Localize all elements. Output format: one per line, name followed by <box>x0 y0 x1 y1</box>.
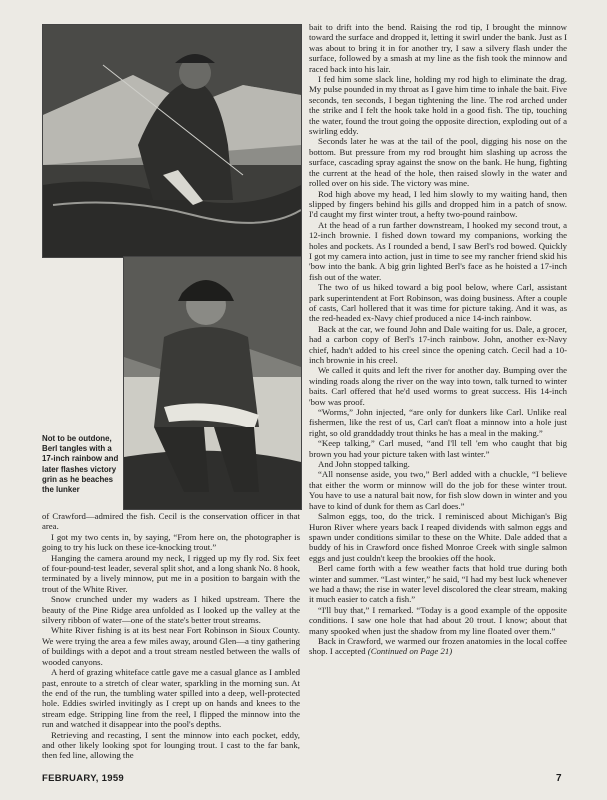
article-paragraph: Seconds later he was at the tail of the pool, digging his nose on the bottom. But pressure from my rod brought him slashing up across the surface, cascading spray against the snow on the bank. He hung, fighting the current at the head of the hole, then raised slowly in the water and rolled over on his side. The victory was mine. <box>309 136 567 189</box>
continued-on-link[interactable]: (Continued on Page 21) <box>367 646 453 657</box>
article-paragraph: bait to drift into the bend. Raising the rod tip, I brought the minnow toward the surface and dropped it, letting it swirl under the bank. Just as I was about to bring it in for another try, I saw a silvery flash under the surface, followed by a smash at my line as the fish took the minnow and raced back into his lair. <box>309 22 567 74</box>
article-paragraph: “All nonsense aside, you two,” Berl added with a chuckle, “I believe that either the worm or minnow will do the job for these winter trout. You have to use a natural bait now, for fish slow down in winter and you have to kind of dunk for them as Carl does.” <box>309 469 567 511</box>
article-paragraph: “I'll buy that,” I remarked. “Today is a good example of the opposite conditions. I saw one hole that had about 20 trout. I know; about that many spooked when just the shadow from my line floated over them.” <box>309 604 567 636</box>
article-paragraph: At the head of a run farther downstream, I hooked my second trout, a 12-inch brownie. I fished down toward my companions, working the holes and pockets. As I rounded a bend, I saw Berl's rod bowed. Quickly I got my camera into action, just in time to see my rancher friend skid his 'bow into the bank. A big grin lighted Berl's face as he hoisted a 17-inch fish out of the water. <box>309 219 567 282</box>
article-paragraph: The two of us hiked toward a big pool below, where Carl, assistant park superintendent at Fort Robinson, was doing business. After a couple of casts, Carl hollered that it was time for picture taking. And it was, as the red-headed ex-Navy chief produced a nice 14-inch rainbow. <box>309 282 567 324</box>
article-paragraph: And John stopped talking. <box>318 459 410 470</box>
photo-angler-releasing-trout <box>42 24 302 258</box>
article-paragraph-last <box>309 636 567 657</box>
article-paragraph: A herd of grazing whiteface cattle gave me a casual glance as I ambled past, enroute to a stretch of clear water, sparkling in the morning sun. At the end of the run, the tumbling water spilled into a deep, well-protected hole. Eddies swirled invitingly as I crept up on hands and knees to the stream edge. Stripping line from the reel, I flipped the minnow into the run and watched it disappear into the pool's depths. <box>42 667 300 730</box>
article-paragraph: I got my two cents in, by saying, “From here on, the photographer is going to try his luck on these ice-knocking trout.” <box>42 531 300 553</box>
photo-berl-with-rainbow-image <box>124 257 301 509</box>
last-paragraph-text: Back in Crawford, we warmed our frozen anatomies in the local coffee shop. I accepted <box>309 635 567 657</box>
issue-date: FEBRUARY, 1959 <box>42 773 124 784</box>
article-paragraph: Retrieving and recasting, I sent the minnow into each pocket, eddy, and other likely looking spot for lounging trout. I cast to the far bank, then fed line, allowing the <box>42 729 300 761</box>
article-paragraph: We called it quits and left the river for another day. Bumping over the winding roads along the river on the way into town, talk turned to winter baits. Carl offered that he'd used worms to great success. His 14-inch 'bow was proof. <box>309 365 567 407</box>
article-paragraph: of Crawford—admired the fish. Cecil is the conservation officer in that area. <box>42 511 300 532</box>
article-paragraph: Berl came forth with a few weather facts that hold true during both winter and summer. “Last winter,” he said, “I had my best luck whenever we had a thaw; the rise in water level discolored the clear stream, making it much easier to catch a fish.” <box>309 563 567 605</box>
article-paragraph: “Worms,” John injected, “are only for dunkers like Carl. Unlike real fishermen, like the rest of us, Carl can't float a minnow into a hole just right, so old granddaddy trout thinks he has a meal in the making.” <box>309 407 567 438</box>
article-paragraph: Back at the car, we found John and Dale waiting for us. Dale, a grocer, had a carbon copy of Berl's 17-inch rainbow. John, another ex-Navy chief, hadn't added to his creel since the opening catch. Cecil had a 10-inch brownie in his creel. <box>309 323 567 365</box>
article-column-left <box>42 511 300 767</box>
photo-caption: Not to be outdone, Berl tangles with a 17-inch rainbow and later flashes victory grin as he beaches the lunker <box>42 434 119 495</box>
article-paragraph: I fed him some slack line, holding my rod high to eliminate the drag. My pulse pounded in my throat as I gave him time to inhale the bait. Five seconds, ten seconds, I began tightening the line. The rod arched under the strike and I felt the hook take hold in a good fish. The tip, touching the water, found the trout going the opposite direction, exploding out of a swirling eddy. <box>309 74 567 137</box>
article-paragraph: Hanging the camera around my neck, I rigged up my fly rod. Six feet of four-pound-test leader, several split shot, and a long shank No. 8 hook, terminated by a lively minnow, put me in a position to bargain with the trout of the White River. <box>42 552 300 594</box>
page-number: 7 <box>556 773 562 784</box>
article-paragraph: Salmon eggs, too, do the trick. I reminisced about Michigan's Big Huron River where years back I reaped dividends with salmon eggs and spawn under conditions similar to these on the White. Dale added that a buddy of his in Crawford once fished Monroe Creek with single salmon eggs and just couldn't keep the brookies off the hook. <box>309 511 567 563</box>
article-paragraph: Rod high above my head, I led him slowly to my waiting hand, then slipped by fingers behind his gills and dropped him in a patch of snow. I'd caught my first winter trout, a hefty two-pound rainbow. <box>309 188 567 220</box>
article-paragraph: White River fishing is at its best near Fort Robinson in Sioux County. We were trying the area a few miles away, around Glen—a tiny gathering of buildings with a depot and a trout stream nestled between the walls of wooded canyons. <box>42 625 300 667</box>
photo-angler-releasing-trout-image <box>43 25 301 257</box>
article-column-right <box>309 22 567 770</box>
photo-berl-with-rainbow <box>123 256 302 510</box>
article-paragraph: “Keep talking,” Carl mused, “and I'll tell 'em who caught that big brown you had your picture taken with last winter.” <box>309 438 567 459</box>
article-paragraph: Snow crunched under my waders as I hiked upstream. There the beauty of the Pine Ridge area unfolded as I looked up the valley at the silvery ribbon of water—one of the state's better trout streams. <box>42 594 300 626</box>
